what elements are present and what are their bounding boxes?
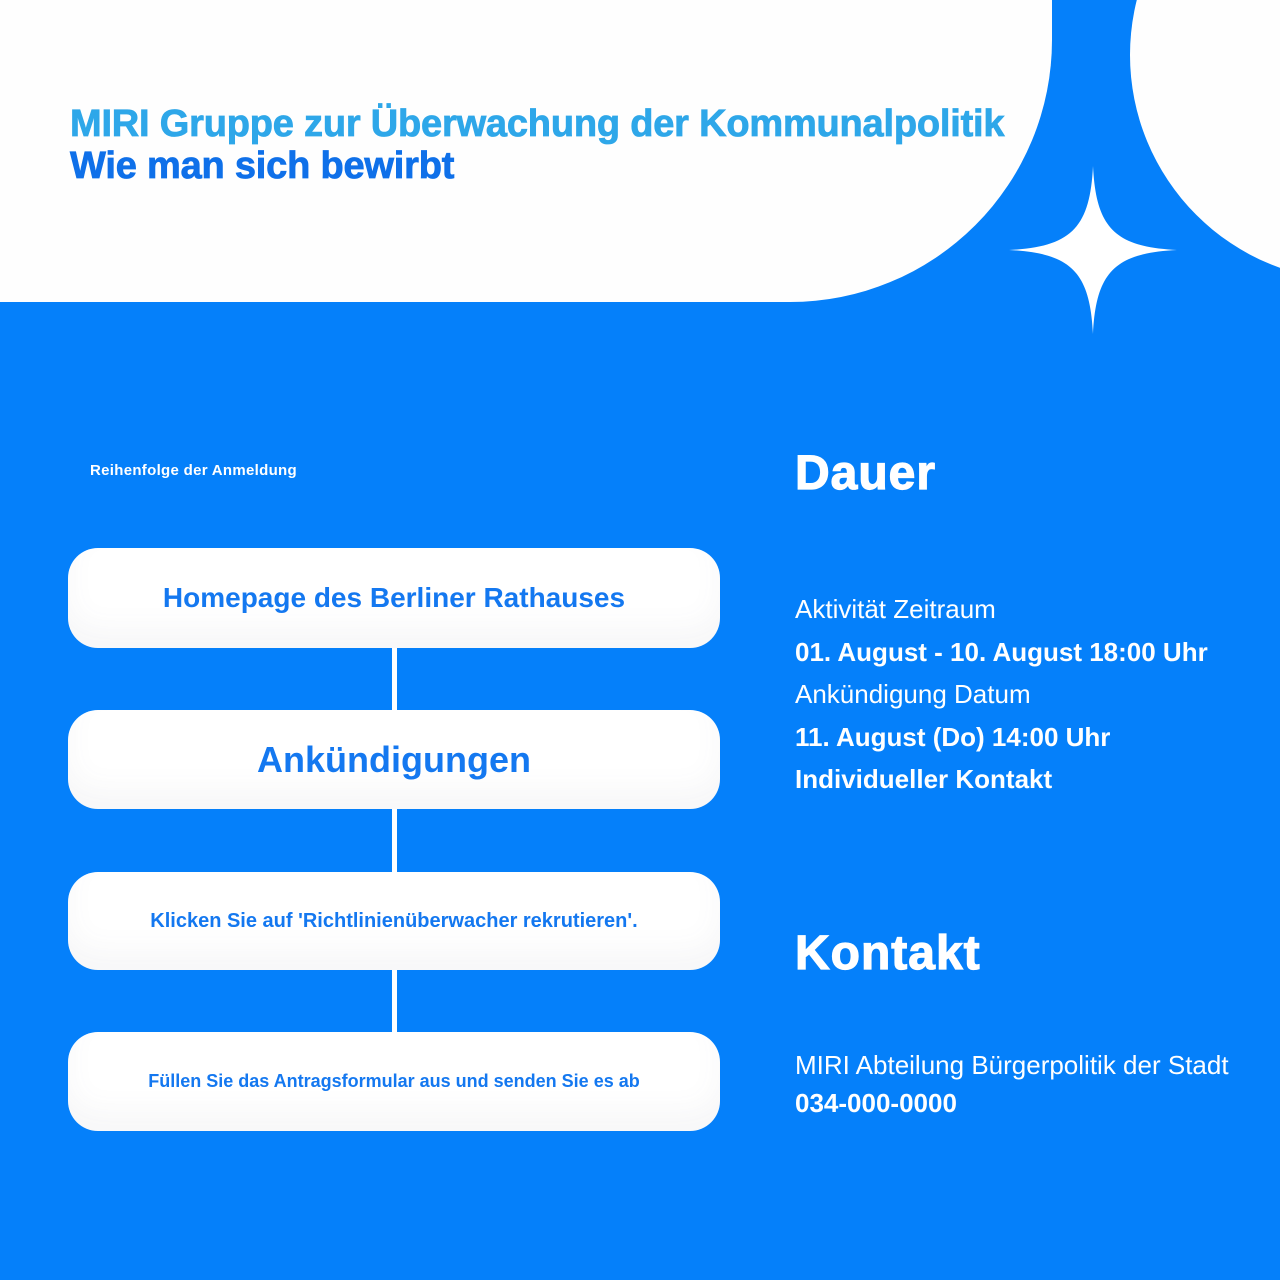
duration-heading: Dauer <box>795 447 937 500</box>
duration-details <box>795 588 1208 801</box>
page-title <box>70 103 1004 187</box>
flow-connector <box>392 970 397 1032</box>
sparkle-icon <box>1009 166 1177 334</box>
page-title-line2: Wie man sich bewirbt <box>70 145 455 187</box>
contact-details <box>795 1046 1229 1122</box>
contact-phone: 034-000-0000 <box>795 1088 957 1118</box>
duration-line: Individueller Kontakt <box>795 764 1053 794</box>
duration-line: Ankündigung Datum <box>795 679 1031 709</box>
flow-step-announcements <box>68 710 720 809</box>
flow-connector <box>392 648 397 710</box>
flow-step-label: Homepage des Berliner Rathauses <box>162 582 626 613</box>
contact-line: MIRI Abteilung Bürgerpolitik der Stadt <box>795 1050 1229 1080</box>
duration-line: 01. August - 10. August 18:00 Uhr <box>795 636 1208 667</box>
page-title-line1: MIRI Gruppe zur Überwachung der Kommunalpolitik <box>70 103 1005 145</box>
flowchart-caption: Reihenfolge der Anmeldung <box>90 462 297 479</box>
flow-step-label: Füllen Sie das Antragsformular aus und senden Sie es ab <box>148 1071 640 1091</box>
flow-step-click-recruit <box>68 872 720 970</box>
flow-step-homepage <box>68 548 720 648</box>
flow-step-label: Ankündigungen <box>257 738 531 780</box>
contact-heading: Kontakt <box>795 927 981 980</box>
flow-connector <box>392 809 397 872</box>
duration-line: 11. August (Do) 14:00 Uhr <box>795 721 1111 752</box>
flow-step-label: Klicken Sie auf 'Richtlinienüberwacher rekrutieren'. <box>150 909 638 932</box>
flow-step-submit-form <box>68 1032 720 1131</box>
duration-line: Aktivität Zeitraum <box>795 594 996 624</box>
